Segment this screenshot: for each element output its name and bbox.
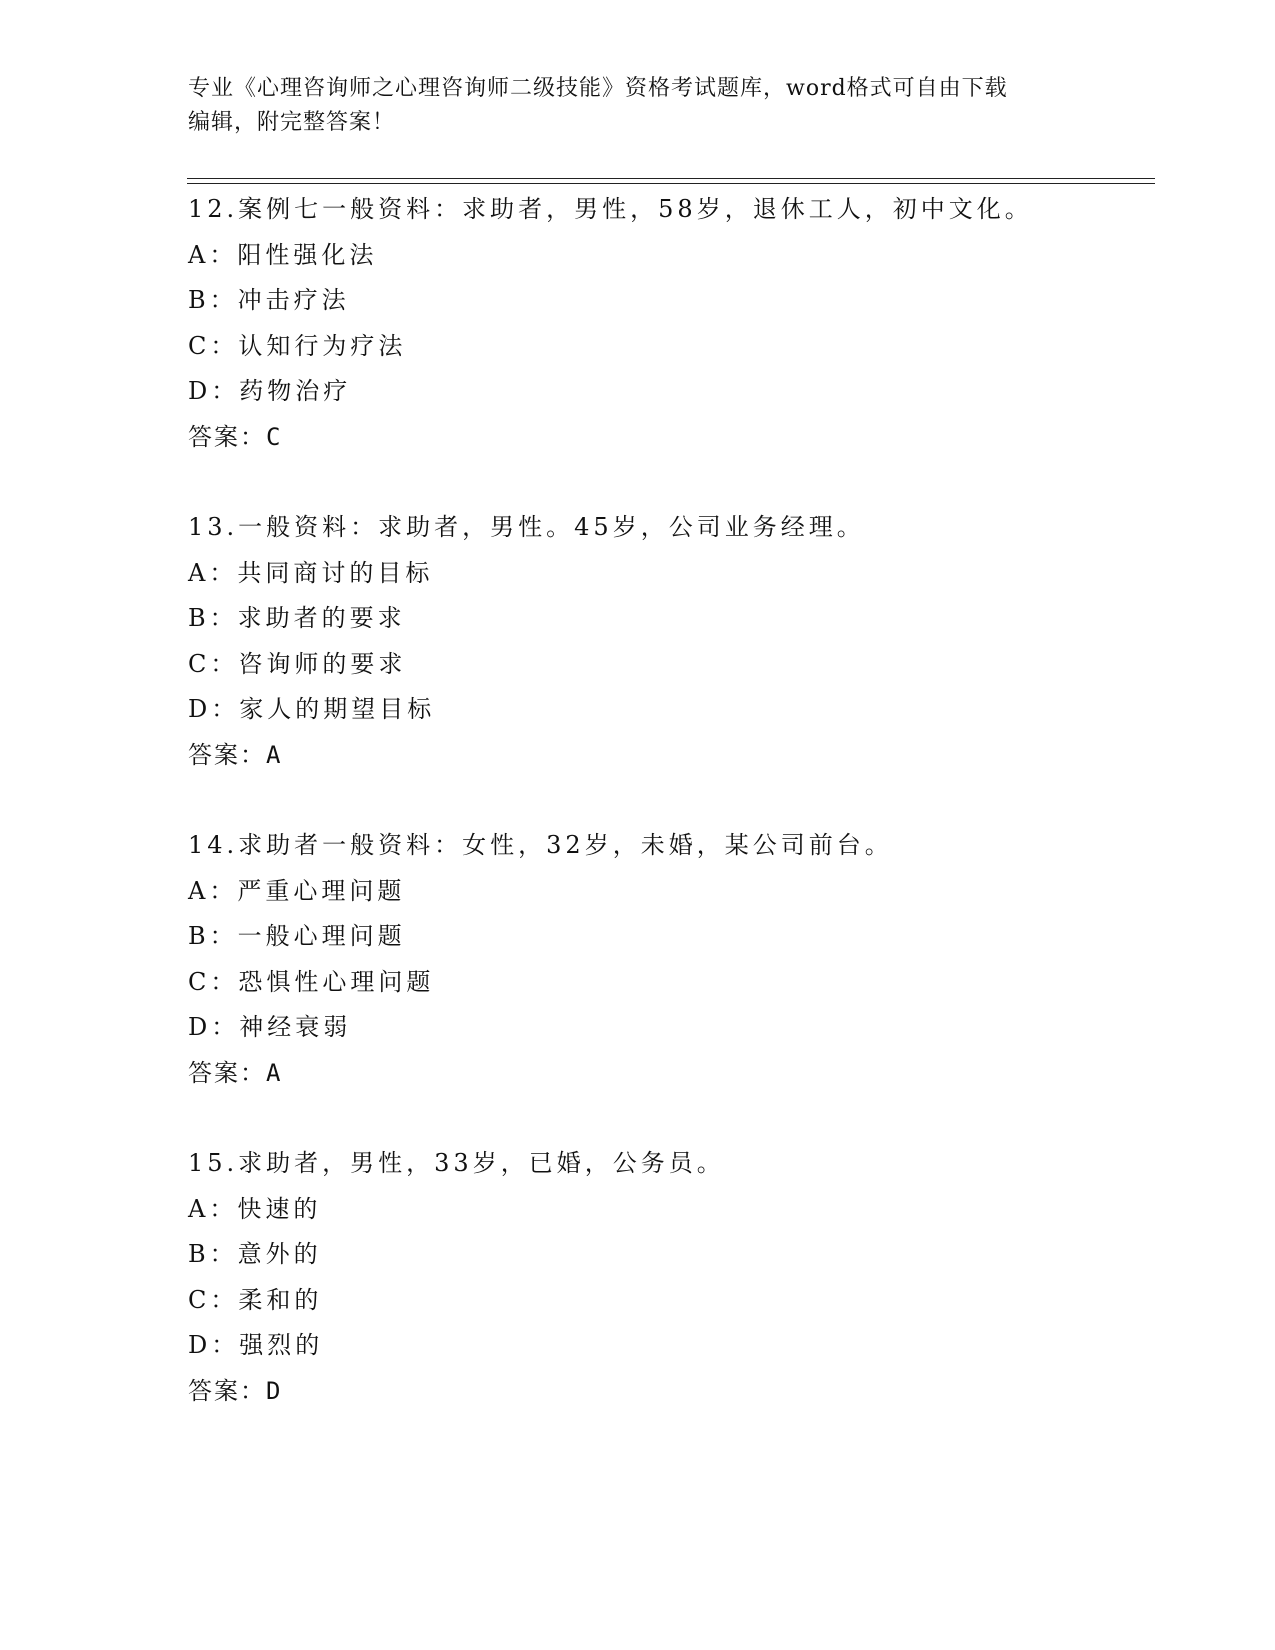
option-a: A：共同商讨的目标: [188, 558, 434, 587]
option-a: A：严重心理问题: [188, 876, 406, 905]
option-d: D：家人的期望目标: [188, 695, 436, 723]
option-d: D：神经衰弱: [188, 1013, 352, 1041]
answer-value: D: [266, 1376, 281, 1405]
header-line-1: 专业《心理咨询师之心理咨询师二级技能》资格考试题库，word格式可自由下载: [188, 76, 1008, 101]
option-b: B：求助者的要求: [188, 604, 406, 632]
answer-label: 答案：: [188, 1058, 266, 1087]
option-c: C：恐惧性心理问题: [188, 967, 435, 996]
document-header: [188, 72, 1088, 140]
question-block-14: [188, 823, 1188, 1096]
answer-value: A: [266, 740, 281, 769]
answer-value: A: [266, 1058, 281, 1087]
answer-line: [188, 415, 1188, 461]
option-c: C：认知行为疗法: [188, 331, 407, 360]
question-title: 13.一般资料：求助者，男性。45岁，公司业务经理。: [188, 513, 865, 541]
option-c: C：柔和的: [188, 1285, 323, 1314]
answer-label: 答案：: [188, 422, 266, 451]
option-c: C：咨询师的要求: [188, 649, 407, 678]
answer-line: [188, 733, 1188, 779]
answer-value: C: [266, 422, 281, 451]
answer-label: 答案：: [188, 740, 266, 769]
header-line-2: 编辑，附完整答案！: [188, 110, 396, 135]
answer-line: [188, 1369, 1188, 1415]
option-a: A：阳性强化法: [188, 240, 378, 269]
answer-line: [188, 1051, 1188, 1097]
option-b: B：冲击疗法: [188, 286, 350, 314]
header-divider: [187, 178, 1155, 184]
question-title: 15.求助者，男性，33岁，已婚，公务员。: [188, 1149, 725, 1177]
option-a: A：快速的: [188, 1194, 322, 1223]
question-title: 12.案例七一般资料：求助者，男性，58岁，退休工人，初中文化。: [188, 195, 1033, 223]
question-block-12: [188, 187, 1188, 460]
question-title: 14.求助者一般资料：女性，32岁，未婚，某公司前台。: [188, 831, 893, 859]
option-d: D：强烈的: [188, 1331, 324, 1359]
option-d: D：药物治疗: [188, 377, 352, 405]
option-b: B：一般心理问题: [188, 922, 406, 950]
option-b: B：意外的: [188, 1240, 322, 1268]
question-block-13: [188, 505, 1188, 778]
question-block-15: [188, 1141, 1188, 1414]
answer-label: 答案：: [188, 1376, 266, 1405]
